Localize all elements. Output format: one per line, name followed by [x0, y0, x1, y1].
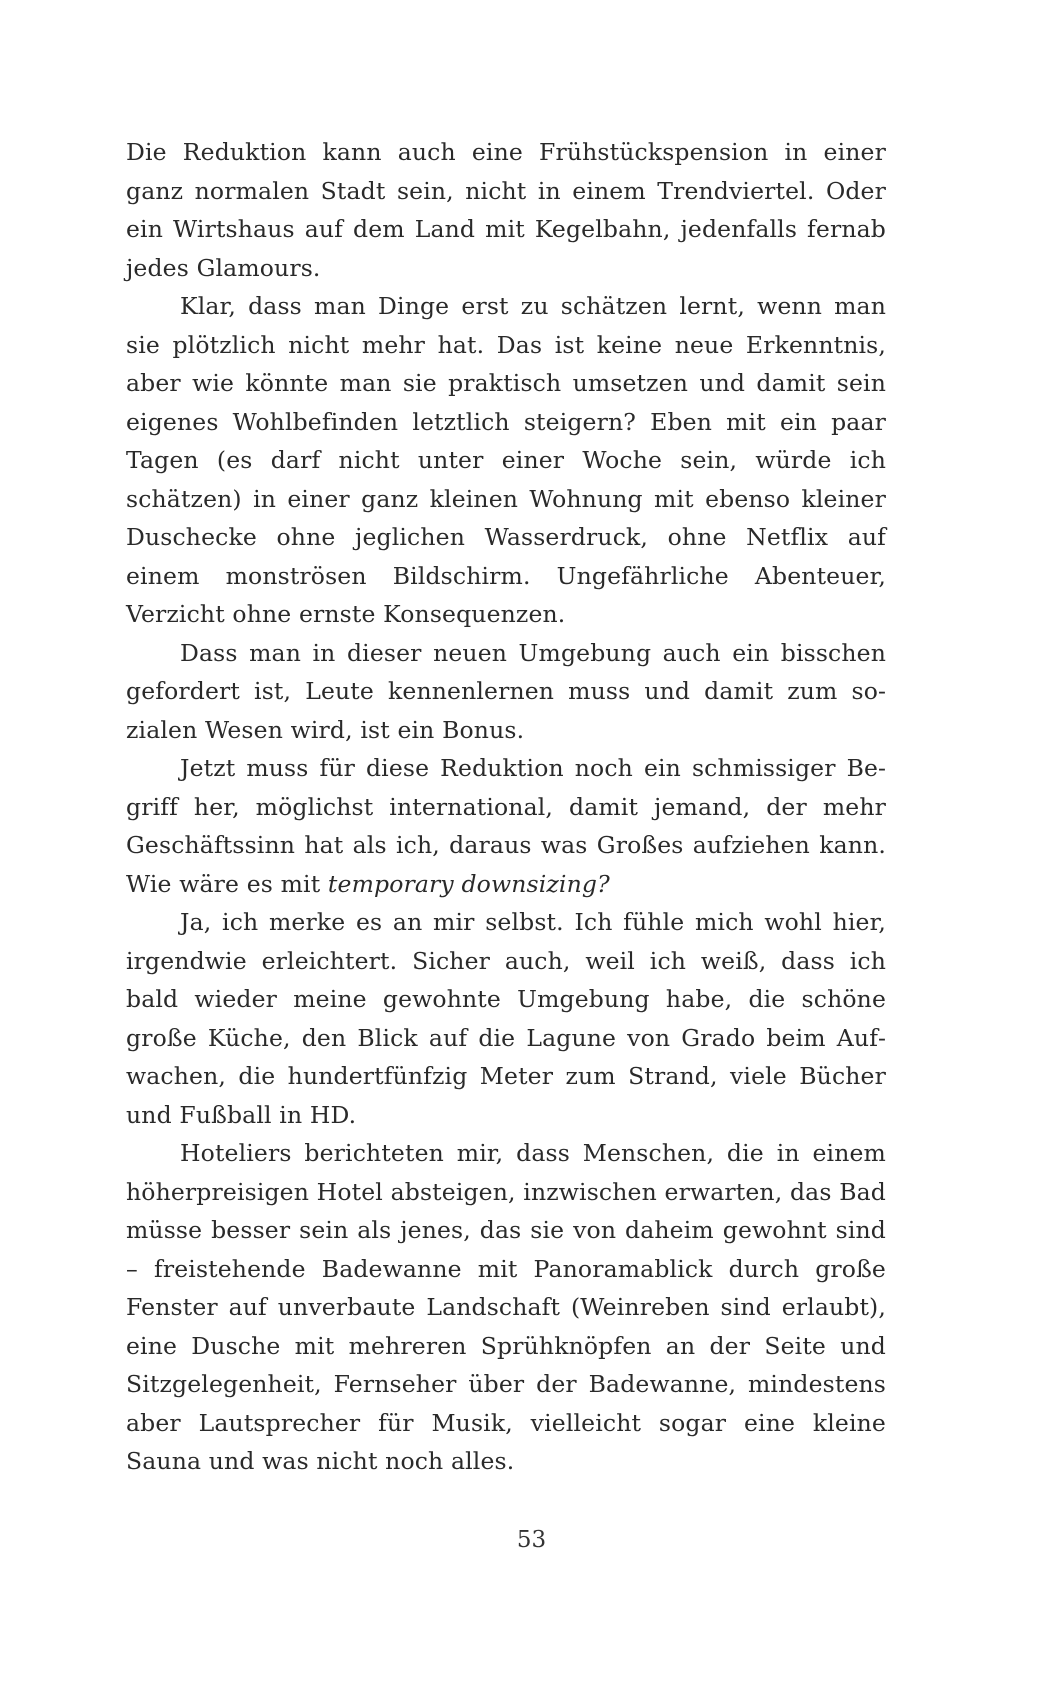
paragraph-4 — [126, 749, 886, 903]
paragraph-6: Hoteliers berichteten mir, dass Menschen, die in einem höherpreisigen Hotel absteigen, inzwischen erwarten, das Bad müsse besser sein als jenes, das sie von daheim gewohnt sind – freistehende Badewanne mit Panoramablick durch große Fenster auf unverbaute Landschaft (Weinreben sind erlaubt), eine Dusche mit mehreren Sprühknöpfen an der Seite und Sitzgelegenheit, Fernseher über der Badewanne, mindestens aber Lautsprecher für Musik, vielleicht sogar eine kleine Sauna und was nicht noch alles. — [126, 1139, 886, 1475]
page-number: 53 — [516, 1527, 547, 1553]
paragraph-2: Klar, dass man Dinge erst zu schätzen lernt, wenn man sie plötzlich nicht mehr hat. Das ist keine neue Erkenntnis, aber wie könnte man sie praktisch umsetzen und damit sein eigenes Wohlbefinden letztlich steigern? Eben mit ein paar Tagen (es darf nicht unter einer Woche sein, würde ich schätzen) in einer ganz kleinen Wohnung mit ebenso kleiner Duschecke ohne jeglichen Wasserdruck, ohne Netflix auf einem monströsen Bildschirm. Ungefährliche Abenteuer, Verzicht ohne ernste Konsequenzen. — [126, 292, 886, 628]
paragraph-4-text: Jetzt muss für diese Reduktion noch ein schmissiger Begriff her, möglichst international, damit jemand, der mehr Geschäftssinn hat als ich, daraus was Großes aufziehen kann. Wie wäre es mit — [126, 754, 886, 898]
body-text — [126, 133, 886, 1481]
italic-phrase: temporary downsizing? — [327, 869, 610, 898]
paragraph-5: Ja, ich merke es an mir selbst. Ich fühle mich wohl hier, irgendwie erleichtert. Sicher auch, weil ich weiß, dass ich bald wieder meine gewohnte Umgebung habe, die schöne große Küche, den Blick auf die Lagune von Grado beim Aufwachen, die hundertfünfzig Meter zum Strand, viele Bücher und Fußball in HD. — [126, 908, 886, 1129]
paragraph-1: Die Reduktion kann auch eine Frühstückspension in einer ganz normalen Stadt sein, nicht in einem Trendviertel. Oder ein Wirtshaus auf dem Land mit Kegelbahn, jedenfalls fernab jedes Glamours. — [126, 138, 886, 282]
paragraph-3: Dass man in dieser neuen Umgebung auch ein bisschen gefordert ist, Leute kennenlernen muss und damit zum sozialen Wesen wird, ist ein Bonus. — [126, 638, 886, 744]
